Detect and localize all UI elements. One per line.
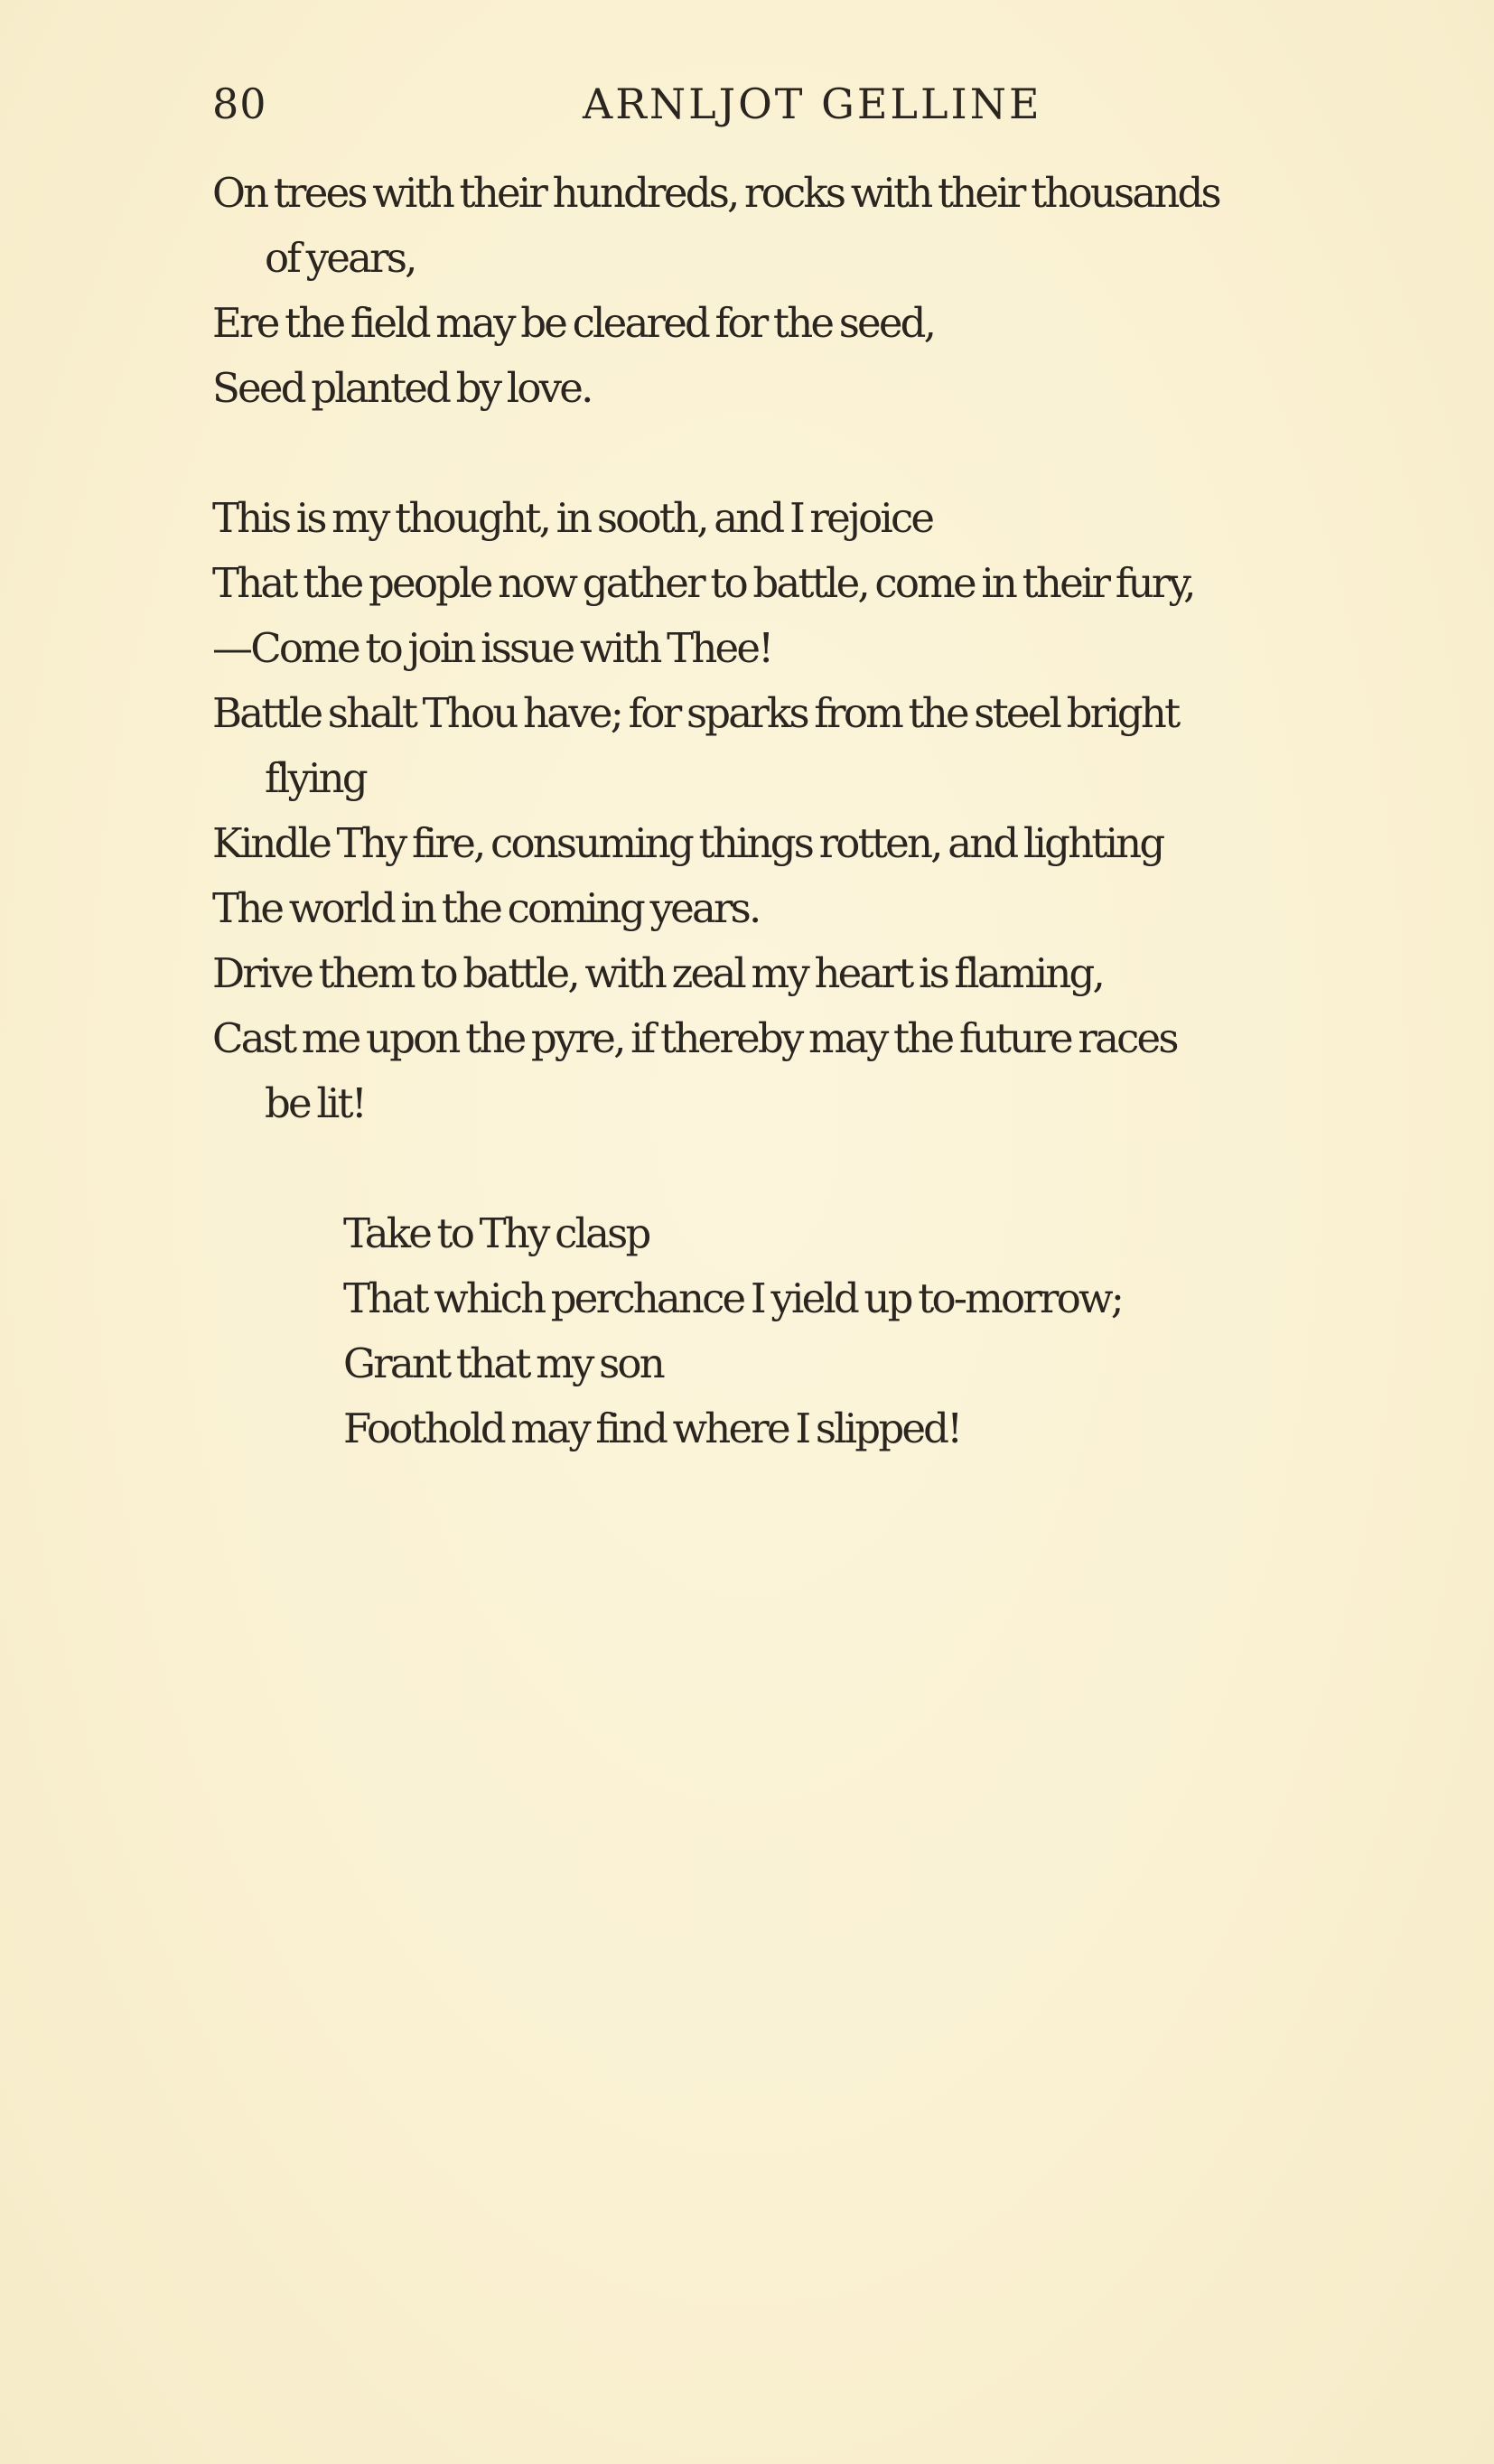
running-title: ARNLJOT GELLINE <box>583 79 1042 128</box>
stanza-break <box>212 421 1427 486</box>
poem-line: The world in the coming years. <box>212 884 760 932</box>
poem-line-continuation: be lit! <box>265 1079 366 1127</box>
stanza-3 <box>212 1201 1427 1461</box>
poem-line: Ere the field may be cleared for the seed, <box>212 299 935 347</box>
poem-line: That which perchance I yield up to-morrow; <box>343 1274 1123 1322</box>
poem-line: Seed planted by love. <box>212 364 592 412</box>
poem-line-continuation: of years, <box>265 234 416 282</box>
poem-line: Battle shalt Thou have; for sparks from the steel bright <box>212 689 1179 737</box>
page-header <box>212 79 1414 134</box>
poem-line: This is my thought, in sooth, and I rejoice <box>212 494 933 542</box>
stanza-1 <box>212 161 1427 421</box>
poem-line: —Come to join issue with Thee! <box>212 624 772 672</box>
poem-line: On trees with their hundreds, rocks with their thousands <box>212 169 1219 217</box>
stanza-break <box>212 1136 1427 1201</box>
page-number: 80 <box>212 79 267 128</box>
poem-text <box>212 161 1427 1461</box>
poem-line: Drive them to battle, with zeal my heart is flaming, <box>212 949 1104 997</box>
stanza-2 <box>212 486 1427 1136</box>
poem-line-continuation: flying <box>265 754 366 802</box>
poem-line: Kindle Thy fire, consuming things rotten, and lighting <box>212 819 1163 867</box>
poem-line: Take to Thy clasp <box>343 1209 649 1257</box>
poem-line: Grant that my son <box>343 1339 663 1387</box>
poem-line: That the people now gather to battle, come in their fury, <box>212 559 1194 607</box>
poem-line: Foothold may find where I slipped! <box>343 1405 961 1452</box>
poem-line: Cast me upon the pyre, if thereby may the future races <box>212 1014 1177 1062</box>
